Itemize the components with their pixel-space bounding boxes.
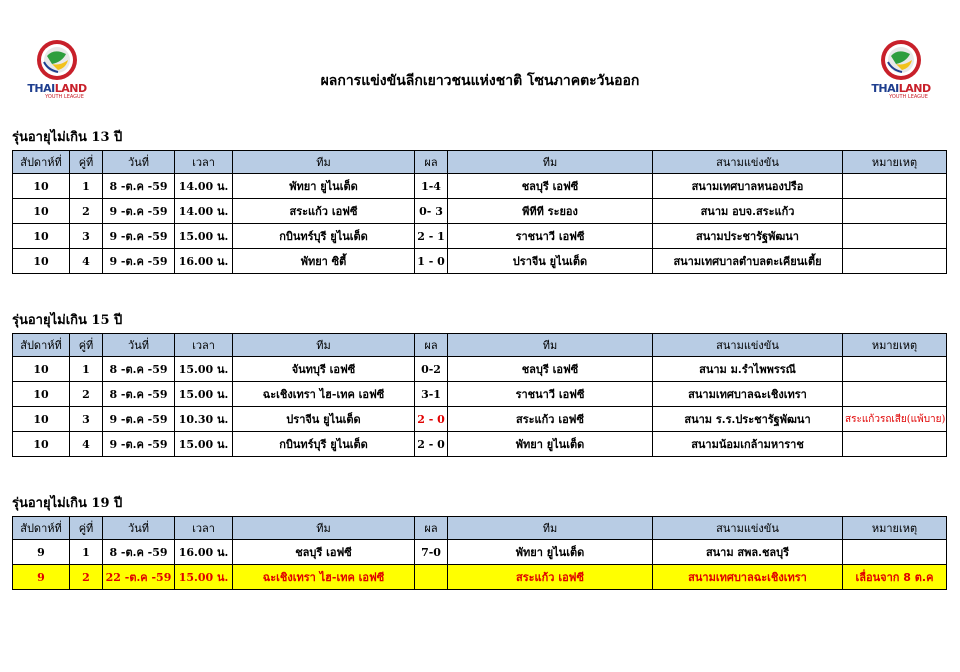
score-cell: 2 - 0 (415, 407, 448, 432)
venue-cell: สนามเทศบาลฉะเชิงเทรา (653, 382, 843, 407)
score-cell: 7-0 (415, 540, 448, 565)
home-team-cell: จันทบุรี เอฟซี (233, 357, 415, 382)
venue-cell: สนามประชารัฐพัฒนา (653, 224, 843, 249)
week-cell: 10 (13, 407, 70, 432)
home-team-cell: ฉะเชิงเทรา ไฮ-เทค เอฟซี (233, 565, 415, 590)
score-cell: 2 - 0 (415, 432, 448, 457)
venue-cell: สนามเทศบาลหนองปรือ (653, 174, 843, 199)
away-team-cell: สระแก้ว เอฟซี (448, 407, 653, 432)
note-cell (843, 224, 947, 249)
header-week: สัปดาห์ที่ (13, 517, 70, 540)
note-cell (843, 199, 947, 224)
venue-cell: สนามเทศบาลฉะเชิงเทรา (653, 565, 843, 590)
time-cell: 16.00 น. (175, 540, 233, 565)
score-cell (415, 565, 448, 590)
match-cell: 2 (70, 382, 103, 407)
match-cell: 1 (70, 357, 103, 382)
table-row (13, 407, 947, 432)
logo-subtitle: YOUTH LEAGUE (45, 94, 84, 100)
time-cell: 10.30 น. (175, 407, 233, 432)
logo-subtitle: YOUTH LEAGUE (889, 94, 928, 100)
venue-cell: สนามเทศบาลตำบลตะเคียนเตี้ย (653, 249, 843, 274)
venue-cell: สนาม ม.รำไพพรรณี (653, 357, 843, 382)
match-cell: 3 (70, 224, 103, 249)
match-cell: 2 (70, 565, 103, 590)
week-cell: 9 (13, 540, 70, 565)
match-cell: 2 (70, 199, 103, 224)
away-team-cell: ปราจีน ยูไนเต็ด (448, 249, 653, 274)
date-cell: 9 -ต.ค -59 (103, 249, 175, 274)
table-row (13, 382, 947, 407)
note-cell: เลื่อนจาก 8 ต.ค (843, 565, 947, 590)
date-cell: 8 -ต.ค -59 (103, 540, 175, 565)
week-cell: 10 (13, 224, 70, 249)
fixtures-table-u19 (12, 516, 947, 590)
table-row (13, 199, 947, 224)
venue-cell: สนามน้อมเกล้ามหาราช (653, 432, 843, 457)
score-cell: 1-4 (415, 174, 448, 199)
week-cell: 10 (13, 432, 70, 457)
header-time: เวลา (175, 334, 233, 357)
week-cell: 10 (13, 357, 70, 382)
header-match: คู่ที่ (70, 517, 103, 540)
time-cell: 16.00 น. (175, 249, 233, 274)
header-date: วันที่ (103, 334, 175, 357)
header-venue: สนามแข่งขัน (653, 151, 843, 174)
date-cell: 9 -ต.ค -59 (103, 224, 175, 249)
score-cell: 3-1 (415, 382, 448, 407)
week-cell: 9 (13, 565, 70, 590)
table-row (13, 174, 947, 199)
match-cell: 1 (70, 540, 103, 565)
match-cell: 3 (70, 407, 103, 432)
table-row (13, 540, 947, 565)
date-cell: 8 -ต.ค -59 (103, 382, 175, 407)
header-home-team: ทีม (233, 517, 415, 540)
date-cell: 9 -ต.ค -59 (103, 432, 175, 457)
week-cell: 10 (13, 199, 70, 224)
match-cell: 1 (70, 174, 103, 199)
table-row (13, 565, 947, 590)
week-cell: 10 (13, 382, 70, 407)
score-cell: 0- 3 (415, 199, 448, 224)
home-team-cell: พัทยา ยูไนเต็ด (233, 174, 415, 199)
table-row (13, 249, 947, 274)
logo-wordmark: THAILAND (27, 82, 87, 95)
date-cell: 9 -ต.ค -59 (103, 407, 175, 432)
home-team-cell: พัทยา ซิตี้ (233, 249, 415, 274)
header-score: ผล (415, 151, 448, 174)
header-venue: สนามแข่งขัน (653, 517, 843, 540)
header-week: สัปดาห์ที่ (13, 334, 70, 357)
away-team-cell: ราชนาวี เอฟซี (448, 382, 653, 407)
time-cell: 14.00 น. (175, 174, 233, 199)
home-team-cell: กบินทร์บุรี ยูไนเต็ด (233, 224, 415, 249)
away-team-cell: ชลบุรี เอฟซี (448, 174, 653, 199)
home-team-cell: กบินทร์บุรี ยูไนเต็ด (233, 432, 415, 457)
header-score: ผล (415, 334, 448, 357)
header-note: หมายเหตุ (843, 517, 947, 540)
time-cell: 15.00 น. (175, 357, 233, 382)
score-cell: 1 - 0 (415, 249, 448, 274)
header-week: สัปดาห์ที่ (13, 151, 70, 174)
home-team-cell: ชลบุรี เอฟซี (233, 540, 415, 565)
date-cell: 8 -ต.ค -59 (103, 174, 175, 199)
time-cell: 15.00 น. (175, 432, 233, 457)
header-date: วันที่ (103, 517, 175, 540)
note-cell (843, 174, 947, 199)
note-cell (843, 357, 947, 382)
header-note: หมายเหตุ (843, 151, 947, 174)
logo-wordmark: THAILAND (871, 82, 931, 95)
home-team-cell: ปราจีน ยูไนเต็ด (233, 407, 415, 432)
header-score: ผล (415, 517, 448, 540)
header-home-team: ทีม (233, 334, 415, 357)
table-header-row (13, 151, 947, 174)
section-title-u19: รุ่นอายุไม่เกิน 19 ปี (12, 496, 123, 511)
home-team-cell: สระแก้ว เอฟซี (233, 199, 415, 224)
header-away-team: ทีม (448, 517, 653, 540)
table-header-row (13, 517, 947, 540)
away-team-cell: พีทีที ระยอง (448, 199, 653, 224)
away-team-cell: ราชนาวี เอฟซี (448, 224, 653, 249)
table-row (13, 432, 947, 457)
time-cell: 15.00 น. (175, 382, 233, 407)
header-note: หมายเหตุ (843, 334, 947, 357)
date-cell: 8 -ต.ค -59 (103, 357, 175, 382)
fixtures-table-u15 (12, 333, 947, 457)
note-cell (843, 382, 947, 407)
page-title: ผลการแข่งขันลีกเยาวชนแห่งชาติ โซนภาคตะวันออก (320, 73, 640, 89)
venue-cell: สนาม สพล.ชลบุรี (653, 540, 843, 565)
away-team-cell: ชลบุรี เอฟซี (448, 357, 653, 382)
header-match: คู่ที่ (70, 151, 103, 174)
time-cell: 15.00 น. (175, 565, 233, 590)
date-cell: 22 -ต.ค -59 (103, 565, 175, 590)
date-cell: 9 -ต.ค -59 (103, 199, 175, 224)
away-team-cell: พัทยา ยูไนเต็ด (448, 540, 653, 565)
venue-cell: สนาม อบจ.สระแก้ว (653, 199, 843, 224)
venue-cell: สนาม ร.ร.ประชารัฐพัฒนา (653, 407, 843, 432)
fixtures-table-u13 (12, 150, 947, 274)
match-cell: 4 (70, 432, 103, 457)
header-venue: สนามแข่งขัน (653, 334, 843, 357)
header-home-team: ทีม (233, 151, 415, 174)
header-away-team: ทีม (448, 151, 653, 174)
note-cell (843, 540, 947, 565)
header-time: เวลา (175, 151, 233, 174)
away-team-cell: สระแก้ว เอฟซี (448, 565, 653, 590)
home-team-cell: ฉะเชิงเทรา ไฮ-เทค เอฟซี (233, 382, 415, 407)
note-cell (843, 249, 947, 274)
score-cell: 2 - 1 (415, 224, 448, 249)
week-cell: 10 (13, 174, 70, 199)
time-cell: 15.00 น. (175, 224, 233, 249)
match-cell: 4 (70, 249, 103, 274)
table-row (13, 357, 947, 382)
header-match: คู่ที่ (70, 334, 103, 357)
table-row (13, 224, 947, 249)
header-away-team: ทีม (448, 334, 653, 357)
note-cell: สระแก้วรถเสีย(แพ้บาย) (843, 407, 947, 432)
table-header-row (13, 334, 947, 357)
score-cell: 0-2 (415, 357, 448, 382)
header-date: วันที่ (103, 151, 175, 174)
note-cell (843, 432, 947, 457)
section-title-u15: รุ่นอายุไม่เกิน 15 ปี (12, 313, 123, 328)
header-time: เวลา (175, 517, 233, 540)
away-team-cell: พัทยา ยูไนเต็ด (448, 432, 653, 457)
time-cell: 14.00 น. (175, 199, 233, 224)
section-title-u13: รุ่นอายุไม่เกิน 13 ปี (12, 130, 123, 145)
week-cell: 10 (13, 249, 70, 274)
